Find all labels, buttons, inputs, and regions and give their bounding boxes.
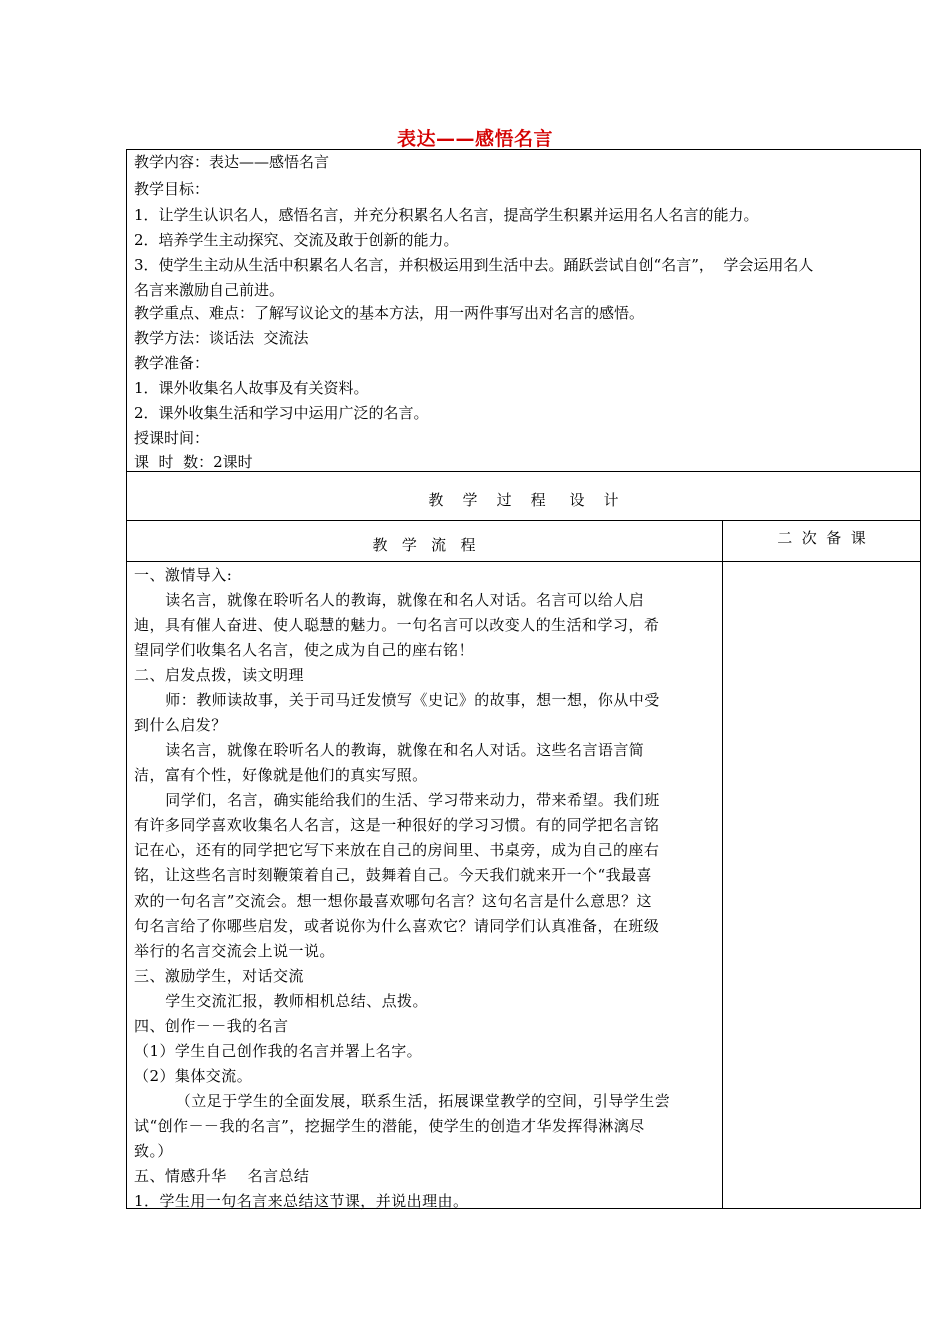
key-points: 教学重点、难点：了解写议论文的基本方法，用一两件事写出对名言的感悟。 [134,304,645,322]
process-line: 洁，富有个性，好像就是他们的真实写照。 [134,766,428,785]
table-divider-section [126,520,921,521]
process-line: 试“创作－－我的名言”，挖掘学生的潜能，使学生的创造才华发挥得淋漓尽 [134,1116,645,1135]
section-header: 教 学 过 程 设 计 [428,491,619,509]
process-line: 1．学生用一句名言来总结这节课，并说出理由。 [134,1192,469,1210]
process-line: 五、情感升华 名言总结 [134,1166,310,1185]
process-line: 迪，具有催人奋进、使人聪慧的魅力。一句名言可以改变人的生活和学习，希 [134,616,660,635]
process-line: 记在心，还有的同学把它写下来放在自己的房间里、书桌旁，成为自己的座右 [134,841,660,860]
process-line: 一、激情导入: [134,566,233,584]
process-line: 学生交流汇报，教师相机总结、点拨。 [134,991,428,1010]
process-line: 读名言，就像在聆听名人的教诲，就像在和名人对话。名言可以给人启 [134,591,645,610]
table-divider-columns [126,561,921,562]
process-line: 望同学们收集名人名言，使之成为自己的座右铭！ [134,641,474,660]
process-line: 到什么启发？ [134,716,227,735]
prep-item-2: 2．课外收集生活和学习中运用广泛的名言。 [134,404,429,422]
goal-3-continued: 名言来激励自己前进。 [134,281,285,299]
process-line: （2）集体交流。 [134,1066,253,1085]
process-line: 铭，让这些名言时刻鞭策着自己，鼓舞着自己。今天我们就来开一个“我最喜 [134,866,652,885]
process-line: 句名言给了你哪些启发，或者说你为什么喜欢它？请同学们认真准备，在班级 [134,916,660,935]
class-time: 授课时间： [134,429,210,447]
process-line: 举行的名言交流会上说一说。 [134,941,335,960]
process-line: 同学们，名言，确实能给我们的生活、学习带来动力，带来希望。我们班 [134,791,660,810]
process-line: 师：教师读故事，关于司马迁发愤写《史记》的故事，想一想，你从中受 [134,691,660,710]
process-line: 二、启发点拨，读文明理 [134,666,304,685]
prep-heading: 教学准备： [134,354,210,372]
process-line: （立足于学生的全面发展，联系生活，拓展课堂教学的空间，引导学生尝 [134,1091,671,1110]
process-column-header: 教 学 流 程 [372,536,476,554]
process-line: 读名言，就像在聆听名人的教诲，就像在和名人对话。这些名言语言简 [134,741,645,760]
prep-item-1: 1．课外收集名人故事及有关资料。 [134,379,369,397]
process-line: （1）学生自己创作我的名言并署上名字。 [134,1041,423,1060]
process-line: 三、激励学生，对话交流 [134,966,304,985]
process-line: 致。） [134,1141,173,1160]
process-line: 欢的一句名言”交流会。想一想你最喜欢哪句名言？这句名言是什么意思？这 [134,891,652,910]
process-line: 有许多同学喜欢收集名人名言，这是一种很好的学习习惯。有的同学把名言铭 [134,816,660,835]
teaching-methods: 教学方法：谈话法 交流法 [134,329,309,347]
teaching-content: 教学内容：表达——感悟名言 [134,153,330,171]
goal-2: 2．培养学生主动探究、交流及敢于创新的能力。 [134,231,459,249]
goals-heading: 教学目标： [134,180,210,198]
column-divider [722,520,723,1209]
goal-1: 1．让学生认识名人，感悟名言，并充分积累名人名言，提高学生积累并运用名人名言的能力。 [134,206,759,224]
page-title: 表达——感悟名言 [396,128,553,150]
class-hours: 课 时 数：2课时 [134,453,253,471]
goal-3: 3．使学生主动从生活中积累名人名言，并积极运用到生活中去。踊跃尝试自创“名言”， 学会运用名人 [134,256,814,274]
secondary-prep-column-header: 二 次 备 课 [777,529,866,547]
process-line: 四、创作－－我的名言 [134,1016,289,1035]
